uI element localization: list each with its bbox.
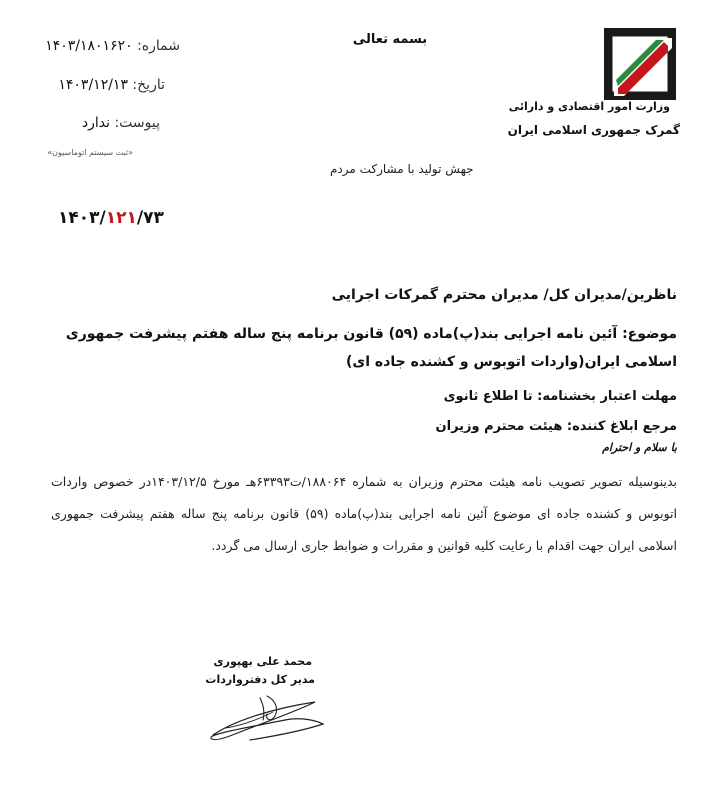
signer-name: محمد علی بهپوری — [213, 655, 312, 668]
automation-note: «ثبت سیستم اتوماسیون» — [47, 148, 133, 157]
customs-logo-icon — [604, 28, 676, 100]
issuing-authority: مرجع ابلاغ کننده: هیئت محترم وزیران — [435, 419, 677, 434]
addressee: ناظرین/مدیران کل/ مدیران محترم گمرکات اجرایی — [331, 287, 677, 303]
attachment-value: ندارد — [81, 115, 110, 131]
number-value: ۱۴۰۳/۱۸۰۱۶۲۰ — [45, 38, 133, 54]
date-value: ۱۴۰۳/۱۲/۱۳ — [58, 77, 128, 93]
reference-year: ۱۴۰۳/ — [58, 208, 106, 228]
number-label: شماره: — [137, 38, 180, 54]
body-paragraph: بدینوسیله تصویر تصویب نامه هیئت محترم وزیران به شماره ۱۸۸۰۶۴/ت۶۳۳۹۳هـ مورخ ۱۴۰۳/۱۲/۵در خصوص واردات اتوبوس و کشنده جاده ای موضوع آئین نامه اجرایی بند(پ)ماده (۵۹) قانون برنامه پنج ساله هفتم پیشرفت جمهوری اسلامی ایران جهت اقدام با رعایت کلیه قوانین و مقررات و ضوابط جاری ارسال می گردد. — [51, 474, 678, 553]
customs-name: گمرک جمهوری اسلامی ایران — [507, 123, 680, 137]
date-label: تاریخ: — [132, 77, 165, 93]
reference-serial: /۷۳ — [136, 208, 164, 228]
attachment-label: پیوست: — [114, 115, 160, 131]
slogan: جهش تولید با مشارکت مردم — [330, 162, 474, 176]
subject: موضوع: آئین نامه اجرایی بند(پ)ماده (۵۹) قانون برنامه پنج ساله هفتم پیشرفت جمهوری اسلامی ایران(واردات اتوبوس و کشنده جاده ای) — [65, 326, 677, 370]
ministry-name: وزارت امور اقتصادی و دارائی — [508, 100, 670, 113]
letter-date-row — [58, 77, 165, 93]
signer-title: مدیر کل دفترواردات — [205, 673, 315, 686]
greeting: با سلام و احترام — [602, 441, 677, 454]
letter-attachment-row — [82, 115, 160, 131]
bismillah-heading: بسمه تعالی — [352, 32, 428, 47]
circular-reference-number — [58, 208, 164, 228]
validity-period: مهلت اعتبار بخشنامه: تا اطلاع ثانوی — [443, 389, 677, 404]
reference-code: ۱۲۱ — [105, 208, 137, 228]
handwritten-signature — [205, 690, 330, 750]
letter-number-row — [45, 38, 180, 54]
